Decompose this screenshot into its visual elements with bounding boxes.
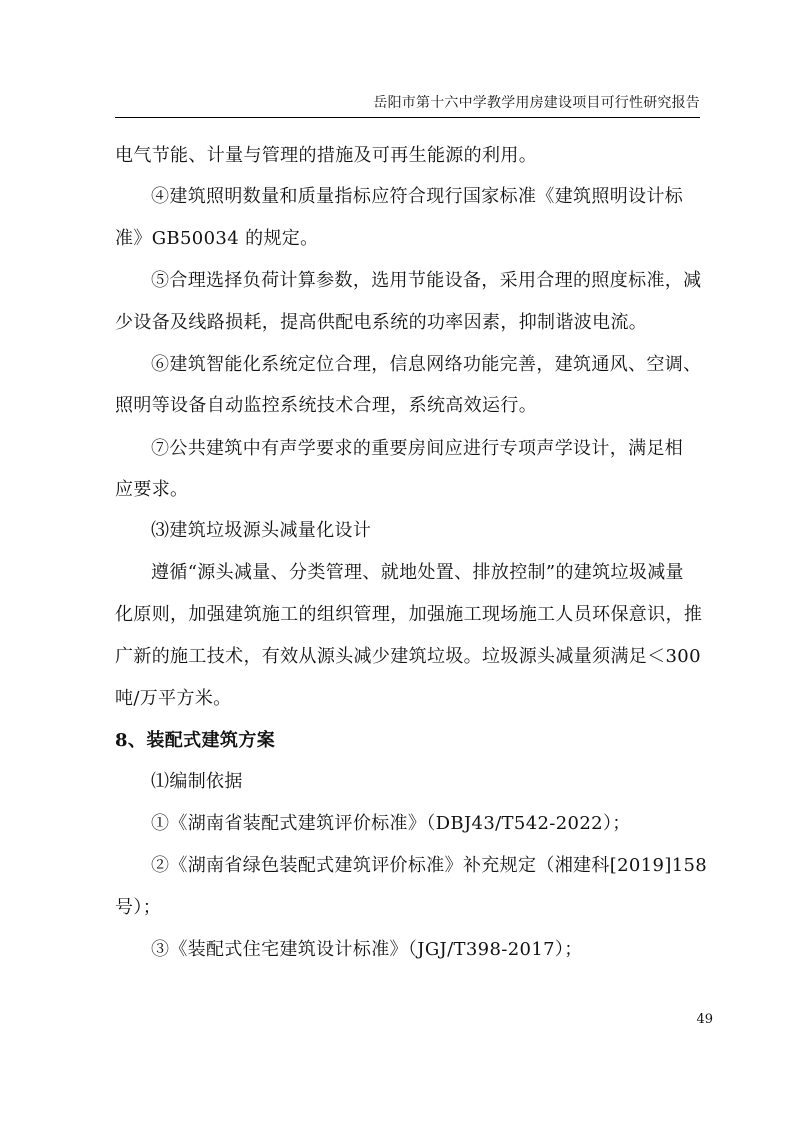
body-line: ⑦公共建筑中有声学要求的重要房间应进行专项声学设计，满足相	[151, 438, 684, 459]
body-line: ④建筑照明数量和质量指标应符合现行国家标准《建筑照明设计标	[151, 186, 684, 207]
body-line: 照明等设备自动监控系统技术合理，系统高效运行。	[115, 395, 538, 416]
subsection-heading: ⑴编制依据	[151, 771, 243, 792]
body-line: ⑤合理选择负荷计算参数，选用节能设备，采用合理的照度标准，减	[151, 270, 702, 291]
subsection-heading: ⑶建筑垃圾源头减量化设计	[151, 520, 372, 541]
page-number: 49	[696, 1012, 713, 1027]
reference-item: ②《湖南省绿色装配式建筑评价标准》补充规定（湘建科[2019]158	[151, 855, 708, 876]
body-line: 电气节能、计量与管理的措施及可再生能源的利用。	[115, 145, 538, 166]
body-line: 少设备及线路损耗，提高供配电系统的功率因素，抑制谐波电流。	[115, 312, 648, 333]
section-heading: 8、装配式建筑方案	[115, 730, 276, 751]
reference-item-continuation: 号）；	[115, 897, 162, 918]
body-line: 化原则，加强建筑施工的组织管理，加强施工现场施工人员环保意识，推	[115, 604, 703, 625]
body-line: 遵循“源头减量、分类管理、就地处置、排放控制”的建筑垃圾减量	[151, 562, 684, 583]
body-line: 准》GB50034 的规定。	[115, 228, 319, 249]
reference-item: ③《装配式住宅建筑设计标准》（JGJ/T398-2017）；	[151, 939, 583, 960]
body-line: 应要求。	[115, 479, 189, 500]
reference-item: ①《湖南省装配式建筑评价标准》（DBJ43/T542-2022）；	[151, 813, 631, 834]
body-line: 广新的施工技术，有效从源头减少建筑垃圾。垃圾源头减量须满足＜300	[115, 646, 701, 667]
body-line: ⑥建筑智能化系统定位合理，信息网络功能完善，建筑通风、空调、	[151, 354, 702, 375]
report-title: 岳阳市第十六中学教学用房建设项目可行性研究报告	[373, 95, 700, 111]
body-line: 吨/万平方米。	[115, 688, 232, 709]
